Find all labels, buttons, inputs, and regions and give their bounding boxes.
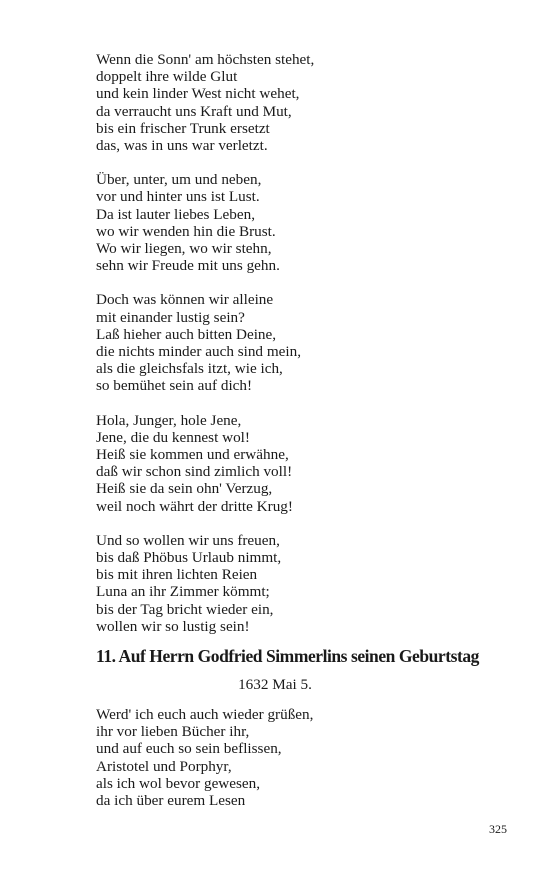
verse-line: als die gleichsfals itzt, wie ich,	[96, 360, 283, 378]
verse-line: daß wir schon sind zimlich voll!	[96, 463, 293, 481]
stanza	[96, 706, 516, 809]
verse-line: Über, unter, um und neben,	[96, 171, 262, 189]
verse-line: Laß hieher auch bitten Deine,	[96, 325, 277, 343]
poem-lower	[96, 706, 516, 809]
verse-line: bis der Tag bricht wieder ein,	[96, 600, 274, 618]
verse-line: als ich wol bevor gewesen,	[96, 774, 261, 792]
verse-line: Doch was können wir alleine	[96, 291, 274, 309]
page-number: 325	[489, 822, 507, 836]
stanza	[96, 412, 516, 515]
poem-upper	[96, 51, 516, 635]
verse-line: doppelt ihre wilde Glut	[96, 68, 238, 86]
verse-line: da ich über eurem Lesen	[96, 792, 246, 810]
verse-line: bis ein frischer Trunk ersetzt	[96, 119, 270, 137]
stanza	[96, 532, 516, 635]
verse-line: bis daß Phöbus Urlaub nimmt,	[96, 549, 282, 567]
verse-line: wo wir wenden hin die Brust.	[96, 222, 276, 240]
verse-line: so bemühet sein auf dich!	[96, 377, 253, 395]
verse-line: mit einander lustig sein?	[96, 308, 245, 326]
section-heading: 11. Auf Herrn Godfried Simmerlins seinen Geburtstag	[96, 646, 479, 666]
verse-line: Heiß sie kommen und erwähne,	[96, 446, 289, 464]
verse-line: Aristotel und Porphyr,	[96, 757, 232, 775]
verse-line: die nichts minder auch sind mein,	[96, 343, 301, 361]
verse-line: vor und hinter uns ist Lust.	[96, 188, 260, 206]
verse-line: Da ist lauter liebes Leben,	[96, 205, 255, 223]
verse-line: ihr vor lieben Bücher ihr,	[96, 723, 250, 741]
verse-line: Heiß sie da sein ohn' Verzug,	[96, 480, 273, 498]
verse-line: wollen wir so lustig sein!	[96, 617, 250, 635]
verse-line: und auf euch so sein beflissen,	[96, 740, 282, 758]
stanza	[96, 171, 516, 274]
verse-line: bis mit ihren lichten Reien	[96, 566, 258, 584]
verse-line: Hola, Junger, hole Jene,	[96, 411, 242, 429]
section-date: 1632 Mai 5.	[238, 676, 312, 693]
verse-line: Wenn die Sonn' am höchsten stehet,	[96, 51, 315, 68]
verse-line: Werd' ich euch auch wieder grüßen,	[96, 706, 314, 723]
stanza	[96, 51, 516, 154]
verse-line: das, was in uns war verletzt.	[96, 137, 268, 155]
verse-line: und kein linder West nicht wehet,	[96, 85, 300, 103]
verse-line: Wo wir liegen, wo wir stehn,	[96, 240, 272, 258]
stanza	[96, 291, 516, 394]
verse-line: sehn wir Freude mit uns gehn.	[96, 257, 280, 275]
verse-line: da verraucht uns Kraft und Mut,	[96, 102, 292, 120]
verse-line: Und so wollen wir uns freuen,	[96, 531, 280, 549]
verse-line: weil noch währt der dritte Krug!	[96, 497, 293, 515]
verse-line: Jene, die du kennest wol!	[96, 428, 250, 446]
verse-line: Luna an ihr Zimmer kömmt;	[96, 583, 270, 601]
